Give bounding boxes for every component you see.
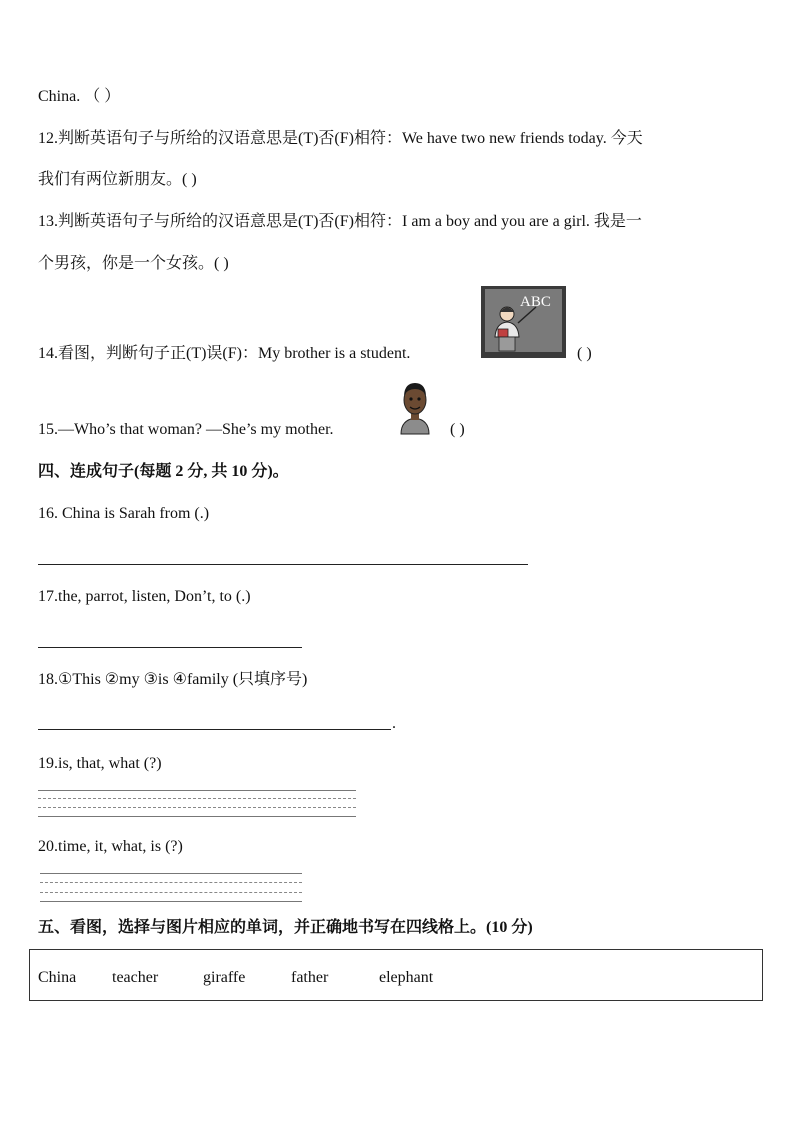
q11-tail-text: China. <box>38 88 81 105</box>
q12-line2[interactable]: 我们有两位新朋友。( ) <box>38 171 197 188</box>
word-bank-box <box>29 949 763 1001</box>
word-teacher: teacher <box>112 969 159 986</box>
section4-heading: 四、连成句子(每题 2 分, 共 10 分)。 <box>38 463 289 480</box>
q14-answer-paren[interactable]: ( ) <box>577 345 592 362</box>
q19-text: 19.is, that, what (?) <box>38 755 162 772</box>
teacher-blackboard-image <box>480 285 567 359</box>
q17-answer-line[interactable] <box>38 647 302 648</box>
q14-text: 14.看图，判断句子正(T)误(F)：My brother is a student. <box>38 345 411 362</box>
q18-text: 18.①This ②my ③is ④family (只填序号) <box>38 671 308 688</box>
q11-answer-paren[interactable]: （ ） <box>84 88 121 105</box>
q20-text: 20.time, it, what, is (?) <box>38 838 183 855</box>
q15-text: 15.—Who’s that woman? —She’s my mother. <box>38 421 334 438</box>
q16-text: 16. China is Sarah from (.) <box>38 505 210 522</box>
q18-answer-line[interactable] <box>38 729 391 730</box>
word-elephant: elephant <box>379 969 434 986</box>
q19-four-line-grid[interactable] <box>38 790 356 818</box>
word-giraffe: giraffe <box>203 969 246 986</box>
word-father: father <box>291 969 329 986</box>
boy-portrait-image <box>397 380 433 436</box>
word-china: China <box>38 969 77 986</box>
q13-line1: 13.判断英语句子与所给的汉语意思是(T)否(F)相符：I am a boy and you are a girl. 我是一 <box>38 213 642 230</box>
q17-text: 17.the, parrot, listen, Don’t, to (.) <box>38 588 251 605</box>
q13-line2[interactable]: 个男孩，你是一个女孩。( ) <box>38 255 229 272</box>
q11-tail <box>38 87 120 107</box>
q12-line1: 12.判断英语句子与所给的汉语意思是(T)否(F)相符：We have two new friends today. 今天 <box>38 130 643 147</box>
q20-four-line-grid[interactable] <box>40 873 302 903</box>
q15-question <box>38 420 334 440</box>
q15-answer-paren[interactable]: ( ) <box>450 421 465 438</box>
q18-period: . <box>392 715 396 732</box>
q14-question <box>38 344 410 364</box>
board-abc-text: ABC <box>520 294 551 310</box>
q16-answer-line[interactable] <box>38 564 528 565</box>
section5-heading: 五、看图，选择与图片相应的单词，并正确地书写在四线格上。(10 分) <box>38 919 533 936</box>
